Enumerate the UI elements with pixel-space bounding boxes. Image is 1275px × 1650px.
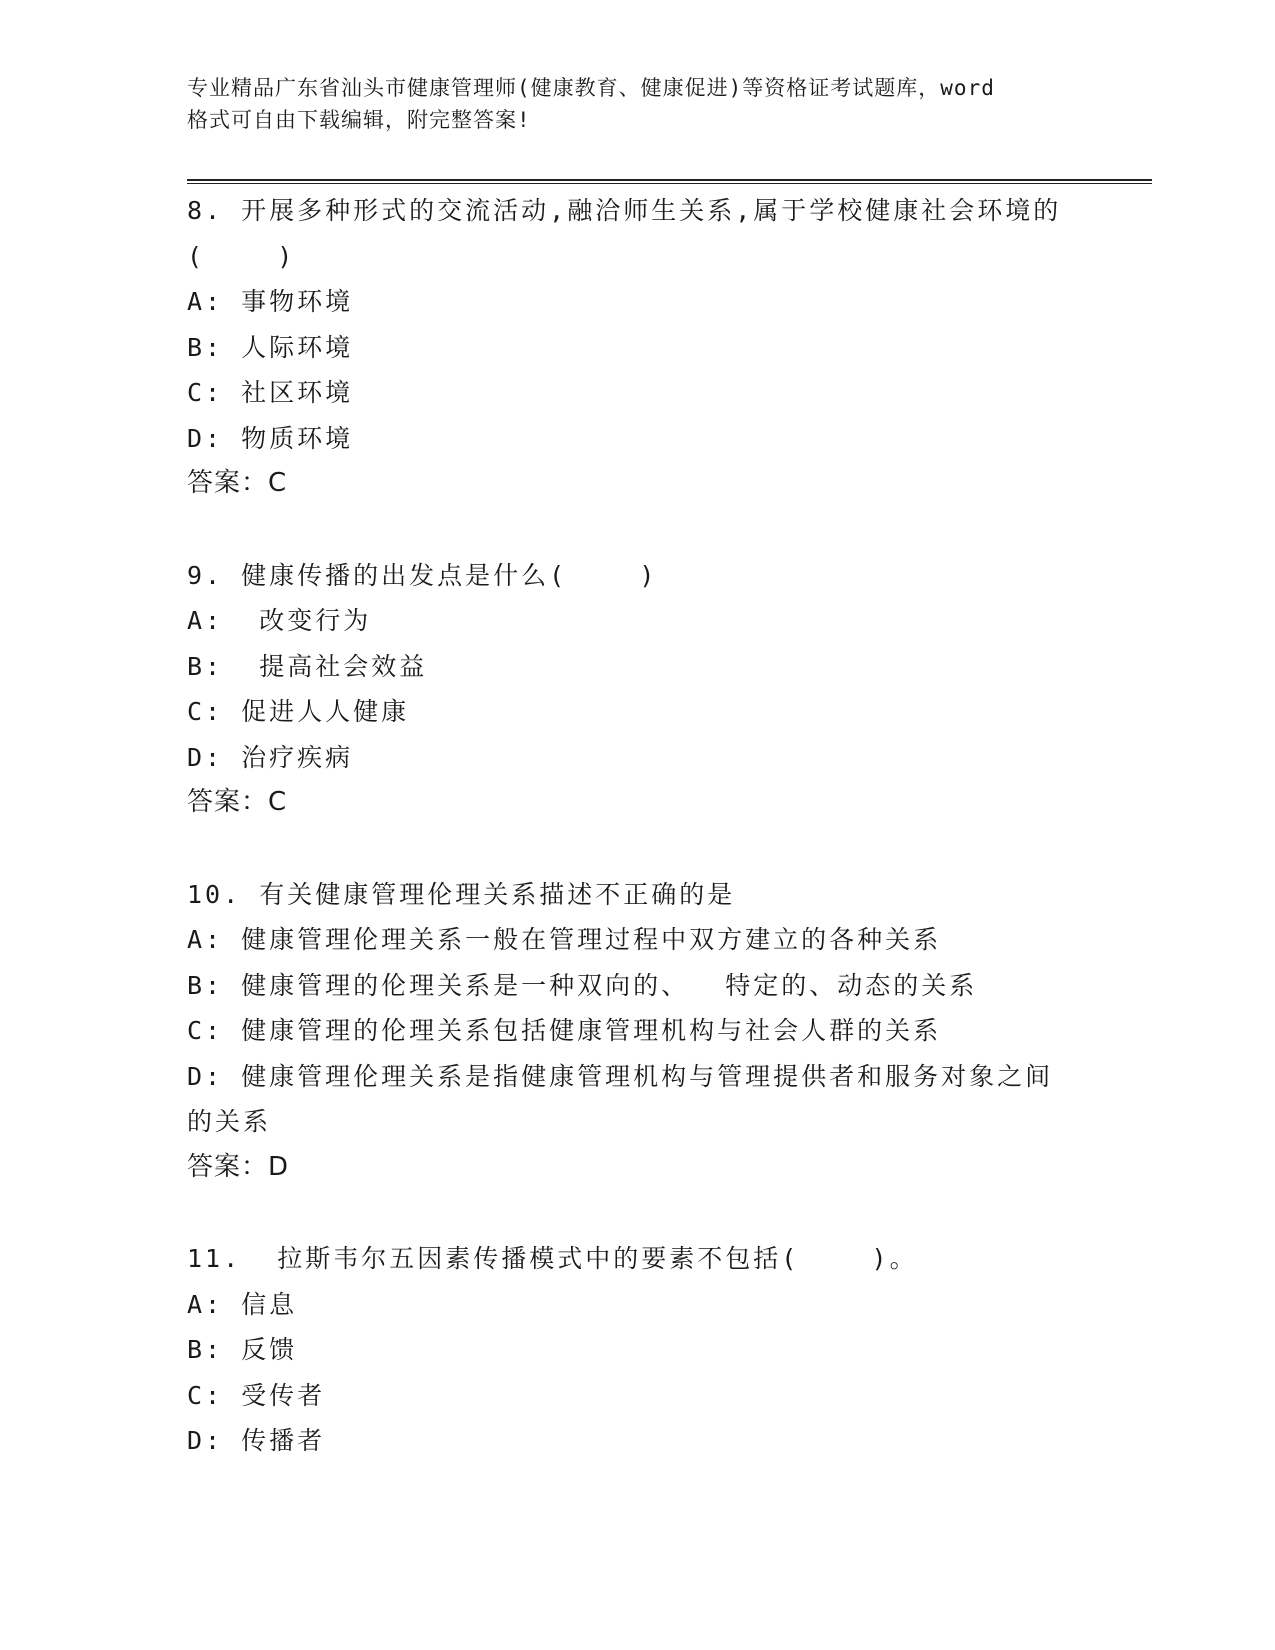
option-b: B: 人际环境 — [187, 332, 354, 362]
question-stem: 8. 开展多种形式的交流活动,融洽师生关系,属于学校健康社会环境的 — [187, 196, 1062, 225]
question-stem: 11. 拉斯韦尔五因素传播模式中的要素不包括( )。 — [187, 1244, 918, 1273]
header-line-2: 格式可自由下载编辑，附完整答案! — [187, 108, 531, 132]
option-a: A: 事物环境 — [187, 287, 354, 316]
option-d-continued: 的关系 — [187, 1107, 272, 1136]
option-c: C: 促进人人健康 — [187, 697, 410, 726]
option-a: A: 信息 — [187, 1289, 298, 1319]
question-stem: 9. 健康传播的出发点是什么( ) — [187, 560, 658, 590]
option-d: D: 健康管理伦理关系是指健康管理机构与管理提供者和服务对象之间 — [187, 1061, 1054, 1091]
option-c: C: 受传者 — [187, 1380, 326, 1410]
question-9 — [187, 553, 1087, 826]
option-b: B: 反馈 — [187, 1335, 298, 1364]
option-a: A: 健康管理伦理关系一般在管理过程中双方建立的各种关系 — [187, 925, 942, 954]
question-10 — [187, 872, 1087, 1191]
header-rule-thin — [187, 183, 1152, 184]
option-d: D: 传播者 — [187, 1426, 326, 1455]
option-b: B: 提高社会效益 — [187, 651, 428, 681]
option-d: D: 物质环境 — [187, 423, 354, 453]
option-c: C: 社区环境 — [187, 378, 354, 407]
answer-label: 答案：C — [187, 468, 288, 498]
option-b: B: 健康管理的伦理关系是一种双向的、 特定的、动态的关系 — [187, 970, 978, 1000]
question-8 — [187, 188, 1087, 507]
question-stem-continued: ( ) — [187, 241, 296, 271]
option-c: C: 健康管理的伦理关系包括健康管理机构与社会人群的关系 — [187, 1016, 942, 1045]
option-d: D: 治疗疾病 — [187, 742, 354, 772]
option-a: A: 改变行为 — [187, 606, 372, 635]
question-11 — [187, 1236, 1087, 1464]
document-header — [187, 72, 1087, 136]
header-rule-thick — [187, 179, 1152, 181]
answer-label: 答案：C — [187, 787, 288, 817]
question-stem: 10. 有关健康管理伦理关系描述不正确的是 — [187, 879, 736, 909]
question-list — [187, 188, 1087, 1510]
header-line-1: 专业精品广东省汕头市健康管理师(健康教育、健康促进)等资格证考试题库，word — [187, 76, 995, 100]
answer-label: 答案：D — [187, 1151, 290, 1182]
